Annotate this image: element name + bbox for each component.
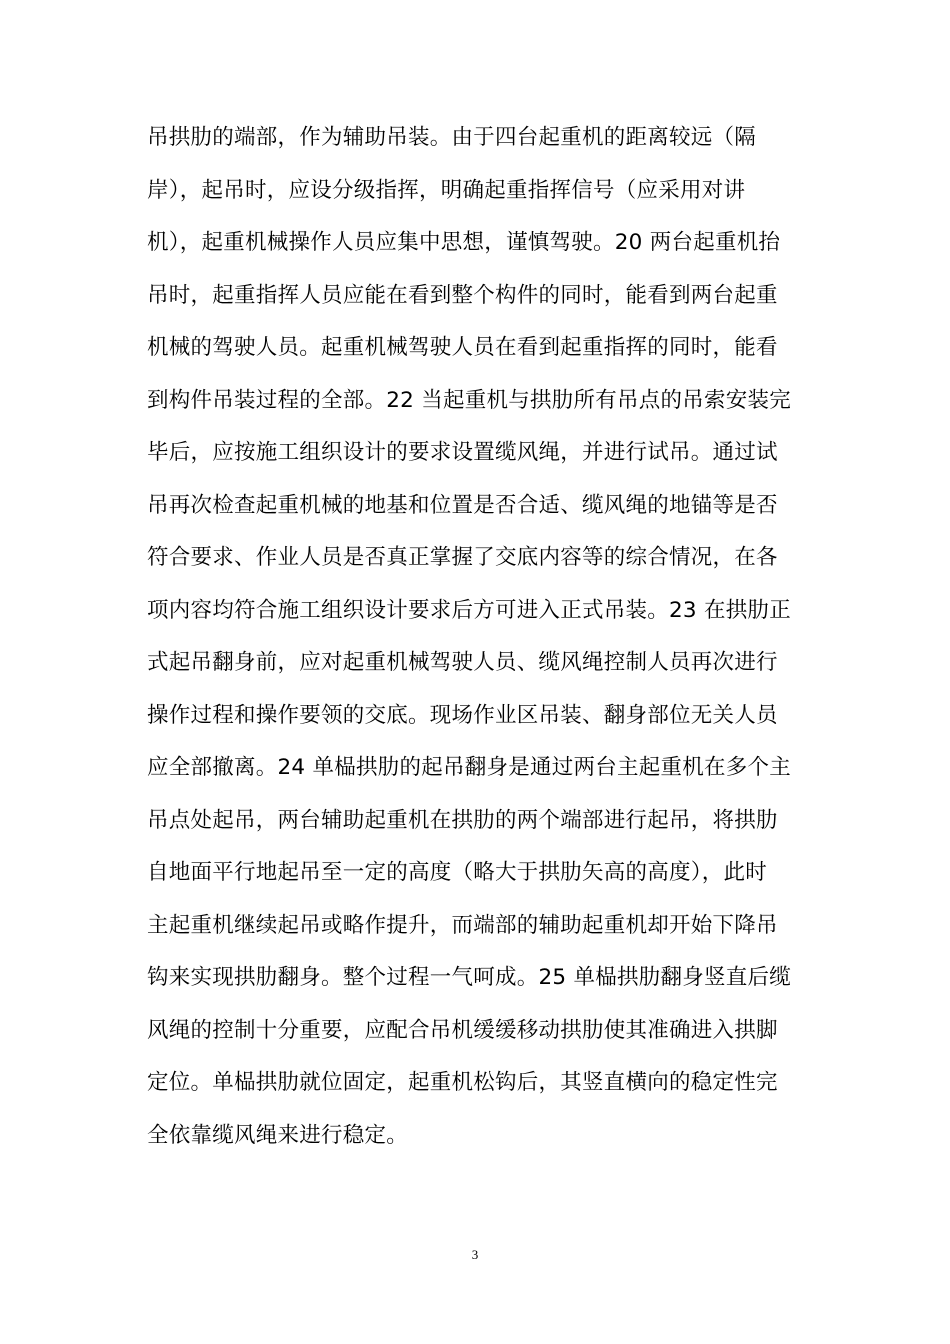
- text-line: 操作过程和操作要领的交底。现场作业区吊装、翻身部位无关人员: [147, 702, 778, 728]
- text-line: 吊拱肋的端部，作为辅助吊装。由于四台起重机的距离较远（隔: [147, 125, 757, 150]
- text-line: 吊点处起吊，两台辅助起重机在拱肋的两个端部进行起吊，将拱肋: [147, 807, 778, 833]
- text-line: 钩来实现拱肋翻身。整个过程一气呵成。25 单榀拱肋翻身竖直后缆: [147, 965, 791, 990]
- text-line: 风绳的控制十分重要，应配合吊机缓缓移动拱肋使其准确进入拱脚: [147, 1017, 778, 1043]
- text-line: 机械的驾驶人员。起重机械驾驶人员在看到起重指挥的同时，能看: [147, 335, 778, 360]
- body-text: [147, 112, 807, 1162]
- text-line: 自地面平行地起吊至一定的高度（略大于拱肋矢高的高度），此时: [147, 860, 768, 885]
- text-line: 应全部撤离。24 单榀拱肋的起吊翻身是通过两台主起重机在多个主: [147, 755, 791, 780]
- text-line: 吊再次检查起重机械的地基和位置是否合适、缆风绳的地锚等是否: [147, 492, 778, 518]
- text-line: 机），起重机械操作人员应集中思想，谨慎驾驶。20 两台起重机抬: [147, 230, 781, 255]
- text-line: 全依靠缆风绳来进行稳定。: [147, 1122, 409, 1148]
- text-line: 式起吊翻身前，应对起重机械驾驶人员、缆风绳控制人员再次进行: [147, 650, 778, 675]
- page-number: 3: [471, 1247, 479, 1262]
- text-line: 主起重机继续起吊或略作提升，而端部的辅助起重机却开始下降吊: [147, 912, 778, 938]
- text-line: 到构件吊装过程的全部。22 当起重机与拱肋所有吊点的吊索安装完: [147, 387, 791, 413]
- text-line: 定位。单榀拱肋就位固定，起重机松钩后，其竖直横向的稳定性完: [147, 1070, 778, 1095]
- text-line: 符合要求、作业人员是否真正掌握了交底内容等的综合情况，在各: [147, 545, 778, 570]
- text-line: 吊时，起重指挥人员应能在看到整个构件的同时，能看到两台起重: [147, 282, 778, 308]
- text-line: 毕后，应按施工组织设计的要求设置缆风绳，并进行试吊。通过试: [147, 440, 778, 465]
- text-line: 项内容均符合施工组织设计要求后方可进入正式吊装。23 在拱肋正: [147, 597, 791, 623]
- text-line: 岸），起吊时，应设分级指挥，明确起重指挥信号（应采用对讲: [147, 177, 746, 203]
